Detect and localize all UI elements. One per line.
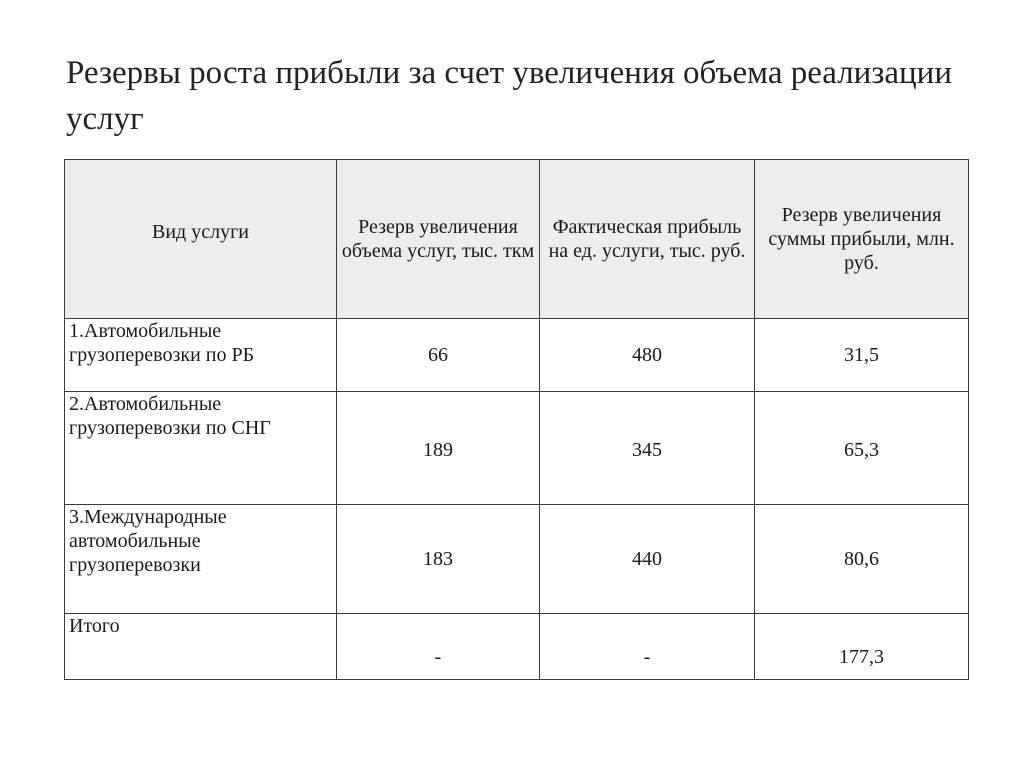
row-profit-reserve: 80,6 — [755, 505, 969, 614]
row-service-name: 1.Автомобильные грузоперевозки по РБ — [65, 319, 337, 392]
row-profit-reserve: 31,5 — [755, 319, 969, 392]
row-unit-profit: 440 — [540, 505, 755, 614]
row-profit-reserve: 65,3 — [755, 392, 969, 505]
table-row — [65, 505, 969, 614]
table-header-row — [65, 160, 969, 319]
table-row — [65, 319, 969, 392]
slide-title: Резервы роста прибыли за счет увеличения объема реализации услуг — [66, 55, 953, 137]
table-row — [65, 392, 969, 505]
header-profit-reserve: Резерв увеличения суммы прибыли, млн. руб. — [755, 160, 969, 319]
row-profit-reserve: 177,3 — [755, 614, 969, 680]
row-service-name: 2.Автомобильные грузоперевозки по СНГ — [65, 392, 337, 505]
header-service-type: Вид услуги — [65, 160, 337, 319]
row-service-name: Итого — [65, 614, 337, 680]
row-volume-reserve: 183 — [337, 505, 540, 614]
row-service-name: 3.Международные автомобильные грузоперевозки — [65, 505, 337, 614]
row-unit-profit: 345 — [540, 392, 755, 505]
row-unit-profit: 480 — [540, 319, 755, 392]
table-total-row — [65, 614, 969, 680]
profit-reserve-table — [64, 159, 969, 680]
row-volume-reserve: 66 — [337, 319, 540, 392]
row-volume-reserve: - — [337, 614, 540, 680]
row-unit-profit: - — [540, 614, 755, 680]
row-volume-reserve: 189 — [337, 392, 540, 505]
header-unit-profit: Фактическая прибыль на ед. услуги, тыс. руб. — [540, 160, 755, 319]
header-volume-reserve: Резерв увеличения объема услуг, тыс. ткм — [337, 160, 540, 319]
